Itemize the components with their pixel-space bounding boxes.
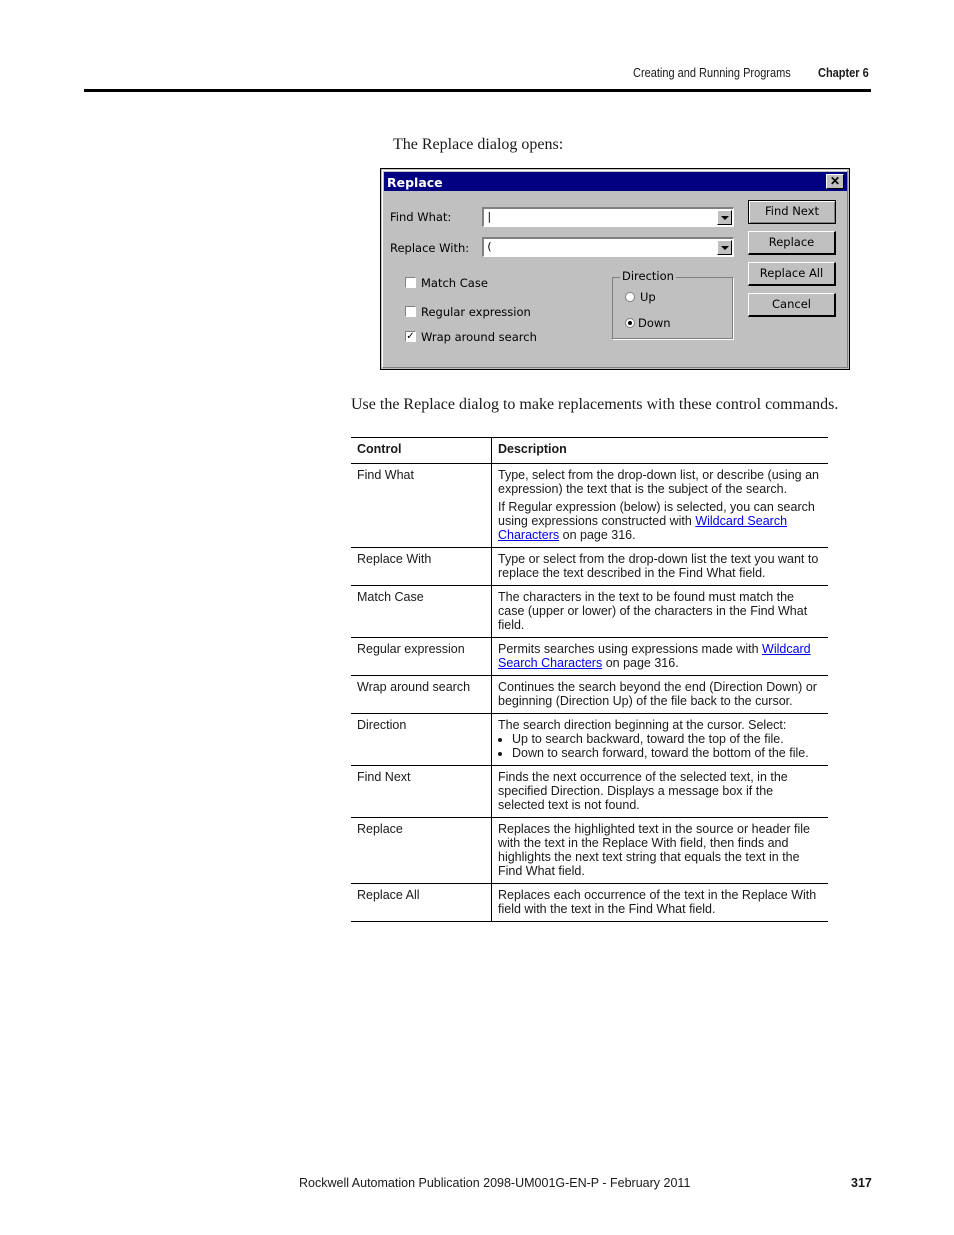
header-chapter: Chapter 6 bbox=[818, 66, 869, 80]
row-description: Finds the next occurrence of the selected text, in the specified Direction. Displays a message box if the selected text is not found. bbox=[492, 766, 829, 818]
direction-group bbox=[612, 277, 733, 339]
row-control: Match Case bbox=[351, 586, 492, 638]
match-case-checkbox[interactable] bbox=[405, 277, 416, 288]
controls-table bbox=[351, 437, 828, 922]
table-row bbox=[351, 676, 828, 714]
table-row bbox=[351, 818, 828, 884]
row-control: Regular expression bbox=[351, 638, 492, 676]
list-item: • Up to search backward, toward the top of the file. bbox=[512, 732, 822, 746]
wildcard-search-link[interactable]: Wildcard Search Characters bbox=[498, 642, 811, 670]
regular-expression-checkbox[interactable] bbox=[405, 306, 416, 317]
row-description: The characters in the text to be found must match the case (upper or lower) of the characters in the Find What field. bbox=[492, 586, 829, 638]
dialog-title: Replace bbox=[387, 175, 443, 190]
replace-with-combo[interactable] bbox=[482, 237, 734, 257]
table-row bbox=[351, 586, 828, 638]
table-header-row bbox=[351, 438, 828, 464]
direction-up-radio[interactable] bbox=[625, 292, 635, 302]
dialog-titlebar[interactable] bbox=[384, 172, 847, 191]
find-what-value: | bbox=[486, 210, 493, 223]
table-row bbox=[351, 638, 828, 676]
row-description: Type, select from the drop-down list, or describe (using an expression) the text that is the subject of the search. If Regular expression (below) is selected, you can search using expressions constructed with Wildcard Search Characters on page 316. bbox=[492, 464, 829, 548]
row-description: The search direction beginning at the cursor. Select: • Up to search backward, toward the top of the file. • Down to search forward, toward the bottom of the file. bbox=[492, 714, 829, 766]
table-row bbox=[351, 464, 828, 548]
match-case-label[interactable]: Match Case bbox=[421, 276, 488, 290]
intro-text: The Replace dialog opens: bbox=[393, 136, 564, 153]
direction-down-radio[interactable] bbox=[625, 318, 635, 328]
header-description: Description bbox=[492, 438, 829, 464]
row-description: Permits searches using expressions made with Wildcard Search Characters on page 316. bbox=[492, 638, 829, 676]
wrap-around-checkbox[interactable]: ✓ bbox=[406, 331, 415, 342]
row-control: Replace bbox=[351, 818, 492, 884]
find-what-label: Find What: bbox=[390, 210, 452, 224]
direction-group-title: Direction bbox=[622, 269, 674, 283]
header-section-title: Creating and Running Programs bbox=[633, 66, 791, 80]
row-control: Replace With bbox=[351, 548, 492, 586]
close-icon[interactable]: ✕ bbox=[826, 174, 844, 189]
wrap-around-label[interactable]: Wrap around search bbox=[421, 330, 537, 344]
replace-with-value: ( bbox=[486, 240, 493, 253]
row-description: Replaces the highlighted text in the source or header file with the text in the Replace With field, then finds and highlights the next text string that equals the text in the Find What field. bbox=[492, 818, 829, 884]
header-control: Control bbox=[351, 438, 492, 464]
row-control: Find What bbox=[351, 464, 492, 548]
direction-down-label[interactable]: Down bbox=[638, 316, 671, 330]
body-paragraph: Use the Replace dialog to make replacements with these control commands. bbox=[351, 396, 839, 413]
replace-with-label: Replace With: bbox=[390, 241, 470, 255]
row-control: Find Next bbox=[351, 766, 492, 818]
cancel-button[interactable]: Cancel bbox=[748, 293, 836, 317]
direction-up-label[interactable]: Up bbox=[640, 290, 656, 304]
row-description: Replaces each occurrence of the text in the Replace With field with the text in the Find What field. bbox=[492, 884, 829, 922]
row-control: Wrap around search bbox=[351, 676, 492, 714]
table-row bbox=[351, 766, 828, 818]
table-row bbox=[351, 714, 828, 766]
table-row bbox=[351, 884, 828, 922]
wildcard-search-link[interactable]: Wildcard Search Characters bbox=[498, 514, 788, 542]
row-description: Continues the search beyond the end (Direction Down) or beginning (Direction Up) of the file back to the cursor. bbox=[492, 676, 829, 714]
page-number: 317 bbox=[851, 1176, 872, 1190]
list-item: • Down to search forward, toward the bottom of the file. bbox=[512, 746, 822, 760]
header-rule bbox=[84, 89, 871, 92]
row-control: Replace All bbox=[351, 884, 492, 922]
replace-all-button[interactable]: Replace All bbox=[748, 262, 836, 286]
footer-publication: Rockwell Automation Publication 2098-UM001G-EN-P - February 2011 bbox=[299, 1176, 691, 1190]
direction-bullets bbox=[498, 732, 822, 760]
row-control: Direction bbox=[351, 714, 492, 766]
chevron-down-icon[interactable] bbox=[717, 210, 732, 225]
find-next-button[interactable]: Find Next bbox=[748, 200, 836, 224]
table-row bbox=[351, 548, 828, 586]
regular-expression-label[interactable]: Regular expression bbox=[421, 305, 531, 319]
row-description: Type or select from the drop-down list the text you want to replace the text described in the Find What field. bbox=[492, 548, 829, 586]
chevron-down-icon[interactable] bbox=[717, 240, 732, 255]
replace-button[interactable]: Replace bbox=[748, 231, 836, 255]
replace-dialog bbox=[380, 168, 850, 370]
find-what-combo[interactable] bbox=[482, 207, 734, 227]
